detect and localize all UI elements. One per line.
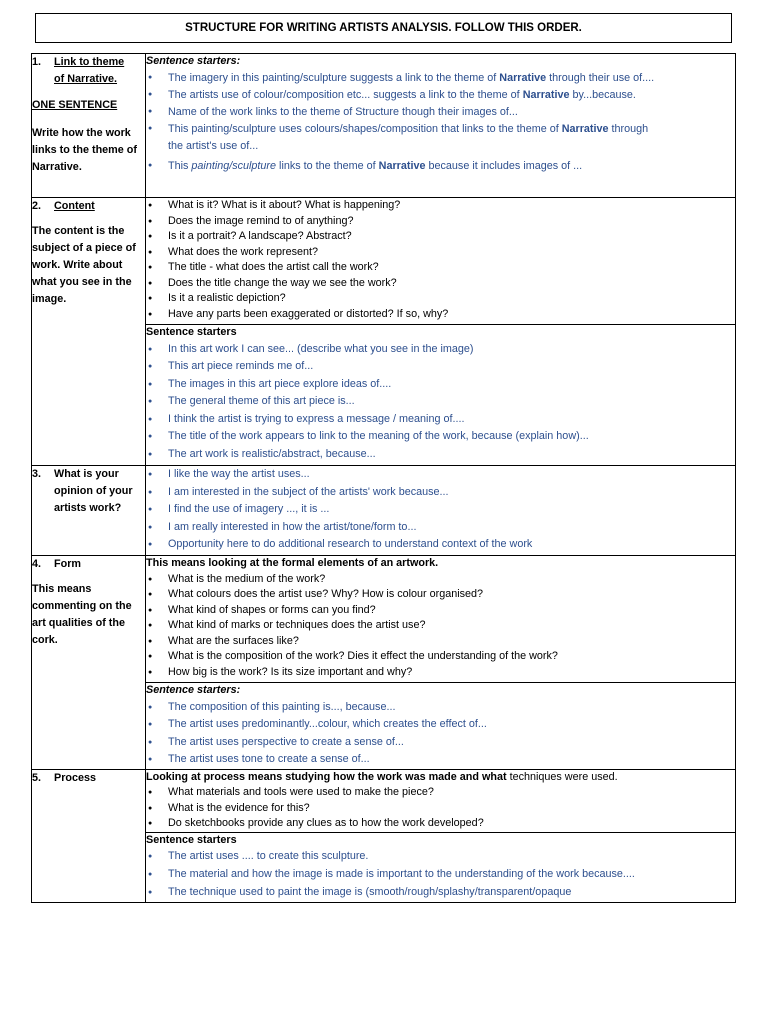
list-item: ● I find the use of imagery ..., it is ...	[146, 501, 735, 519]
section-3-content-cell	[146, 466, 736, 556]
section-heading: Content	[54, 200, 95, 212]
section-5-row	[32, 769, 736, 832]
list-item: ● The images in this art piece explore ideas of....	[146, 376, 735, 394]
section-1-content-cell	[146, 54, 736, 198]
list-item: ● The artist uses perspective to create a sense of...	[146, 734, 735, 752]
list-item: ● The title - what does the artist call the work?	[146, 260, 735, 276]
section-heading: Process	[54, 771, 97, 784]
list-item: ● Is it a portrait? A landscape? Abstract?	[146, 229, 735, 245]
section-4-label-cell	[32, 556, 146, 770]
list-item: ● What are the surfaces like?	[146, 634, 735, 650]
section-5-label-cell	[32, 769, 146, 902]
list-item: ● The general theme of this art piece is...	[146, 393, 735, 411]
section-heading-continued: of Narrative.	[54, 73, 118, 85]
sentence-starters-list	[146, 466, 735, 554]
section-heading: Form	[54, 558, 81, 570]
list-item: ● The art work is realistic/abstract, because...	[146, 446, 735, 464]
section-1-label-cell	[32, 54, 146, 198]
section-5-starters-cell	[146, 832, 736, 902]
list-item: ● I am interested in the subject of the artists' work because...	[146, 484, 735, 502]
section-number: 2.	[32, 200, 42, 212]
sentence-starters-list	[146, 341, 735, 464]
list-item: ● The artist uses predominantly...colour, which creates the effect of...	[146, 716, 735, 734]
section-3-label-cell	[32, 466, 146, 556]
list-item: ● The artist uses .... to create this sculpture.	[146, 848, 735, 866]
list-item: ● Do sketchbooks provide any clues as to how the work developed?	[146, 816, 735, 832]
list-item: ● What is it? What is it about? What is happening?	[146, 198, 735, 214]
starters-title: Sentence starters:	[146, 55, 241, 67]
section-5-questions-cell	[146, 769, 736, 832]
content-questions-list	[146, 198, 735, 322]
list-item: ● What does the work represent?	[146, 245, 735, 261]
section-heading: What is your opinion of your artists work?	[54, 468, 133, 514]
list-item: ● In this art work I can see... (describe what you see in the image)	[146, 341, 735, 359]
list-item: ● What kind of marks or techniques does the artist use?	[146, 618, 735, 634]
list-item: ● This painting/sculpture links to the theme of Narrative because it includes images of ...	[146, 158, 735, 175]
section-2-starters-cell	[146, 325, 736, 466]
section-number: 3.	[32, 468, 42, 480]
starters-title: Sentence starters	[146, 326, 237, 338]
list-item: ● The technique used to paint the image is (smooth/rough/splashy/transparent/opaque	[146, 884, 735, 902]
list-item: ● What is the evidence for this?	[146, 801, 735, 817]
form-questions-list	[146, 572, 735, 681]
sentence-starters-list	[146, 699, 735, 769]
process-questions-list	[146, 785, 735, 832]
section-number: 1.	[32, 56, 42, 68]
section-2-questions-cell	[146, 198, 736, 325]
section-4-starters-cell	[146, 683, 736, 770]
list-item: ● Does the image remind to of anything?	[146, 214, 735, 230]
sentence-starters-list	[146, 70, 735, 175]
section-heading: Link to theme	[54, 56, 125, 68]
section-sub-heading: ONE SENTENCE	[32, 99, 118, 111]
list-item: ● What kind of shapes or forms can you find?	[146, 603, 735, 619]
section-2-label-cell	[32, 198, 146, 466]
list-item: ● I like the way the artist uses...	[146, 466, 735, 484]
list-item: ● Is it a realistic depiction?	[146, 291, 735, 307]
list-item: ● The artist uses tone to create a sense of...	[146, 751, 735, 769]
analysis-structure-table	[31, 53, 736, 903]
section-4-row	[32, 556, 736, 683]
section-3-row	[32, 466, 736, 556]
list-item: ● What materials and tools were used to make the piece?	[146, 785, 735, 801]
list-item: ● Opportunity here to do additional research to understand context of the work	[146, 536, 735, 554]
section-description: The content is the subject of a piece of work. Write about what you see in the image.	[32, 225, 136, 305]
starters-title: Sentence starters	[146, 833, 237, 846]
list-item: ● The title of the work appears to link to the meaning of the work, because (explain how)...	[146, 428, 735, 446]
sentence-starters-list	[146, 848, 735, 901]
section-4-questions-cell	[146, 556, 736, 683]
section-description: Write how the work links to the theme of Narrative.	[32, 127, 137, 173]
list-item: ● The artists use of colour/composition etc... suggests a link to the theme of Narrative by...because.	[146, 87, 735, 104]
list-item: ● Does the title change the way we see the work?	[146, 276, 735, 292]
list-item: ● The material and how the image is made is important to the understanding of the work because....	[146, 866, 735, 884]
list-item: ● What is the composition of the work? Dies it effect the understanding of the work?	[146, 649, 735, 665]
starters-title: Sentence starters:	[146, 684, 241, 696]
section-1-row	[32, 54, 736, 198]
list-item: ● The composition of this painting is..., because...	[146, 699, 735, 717]
list-item: ● What colours does the artist use? Why? How is colour organised?	[146, 587, 735, 603]
list-item: ● The imagery in this painting/sculpture suggests a link to the theme of Narrative through their use of....	[146, 70, 735, 87]
section-number: 4.	[32, 558, 42, 570]
list-item: ● Name of the work links to the theme of Structure though their images of...	[146, 104, 735, 121]
list-item: ● I am really interested in how the artist/tone/form to...	[146, 519, 735, 537]
section-intro: This means looking at the formal elements of an artwork.	[146, 557, 439, 569]
list-item: ● I think the artist is trying to express a message / meaning of....	[146, 411, 735, 429]
document-title: STRUCTURE FOR WRITING ARTISTS ANALYSIS. FOLLOW THIS ORDER.	[35, 13, 732, 43]
list-item: ● This art piece reminds me of...	[146, 358, 735, 376]
section-description: This means commenting on the art qualities of the cork.	[32, 583, 132, 646]
list-item: ● Have any parts been exaggerated or distorted? If so, why?	[146, 307, 735, 323]
list-item: ● This painting/sculpture uses colours/shapes/composition that links to the theme of Narrative through the artist's use of...	[146, 121, 735, 155]
list-item: ● How big is the work? Is its size important and why?	[146, 665, 735, 681]
section-intro: Looking at process means studying how the work was made and what techniques were used.	[146, 770, 618, 783]
list-item: ● What is the medium of the work?	[146, 572, 735, 588]
section-2-row	[32, 198, 736, 325]
section-number: 5.	[32, 771, 42, 784]
